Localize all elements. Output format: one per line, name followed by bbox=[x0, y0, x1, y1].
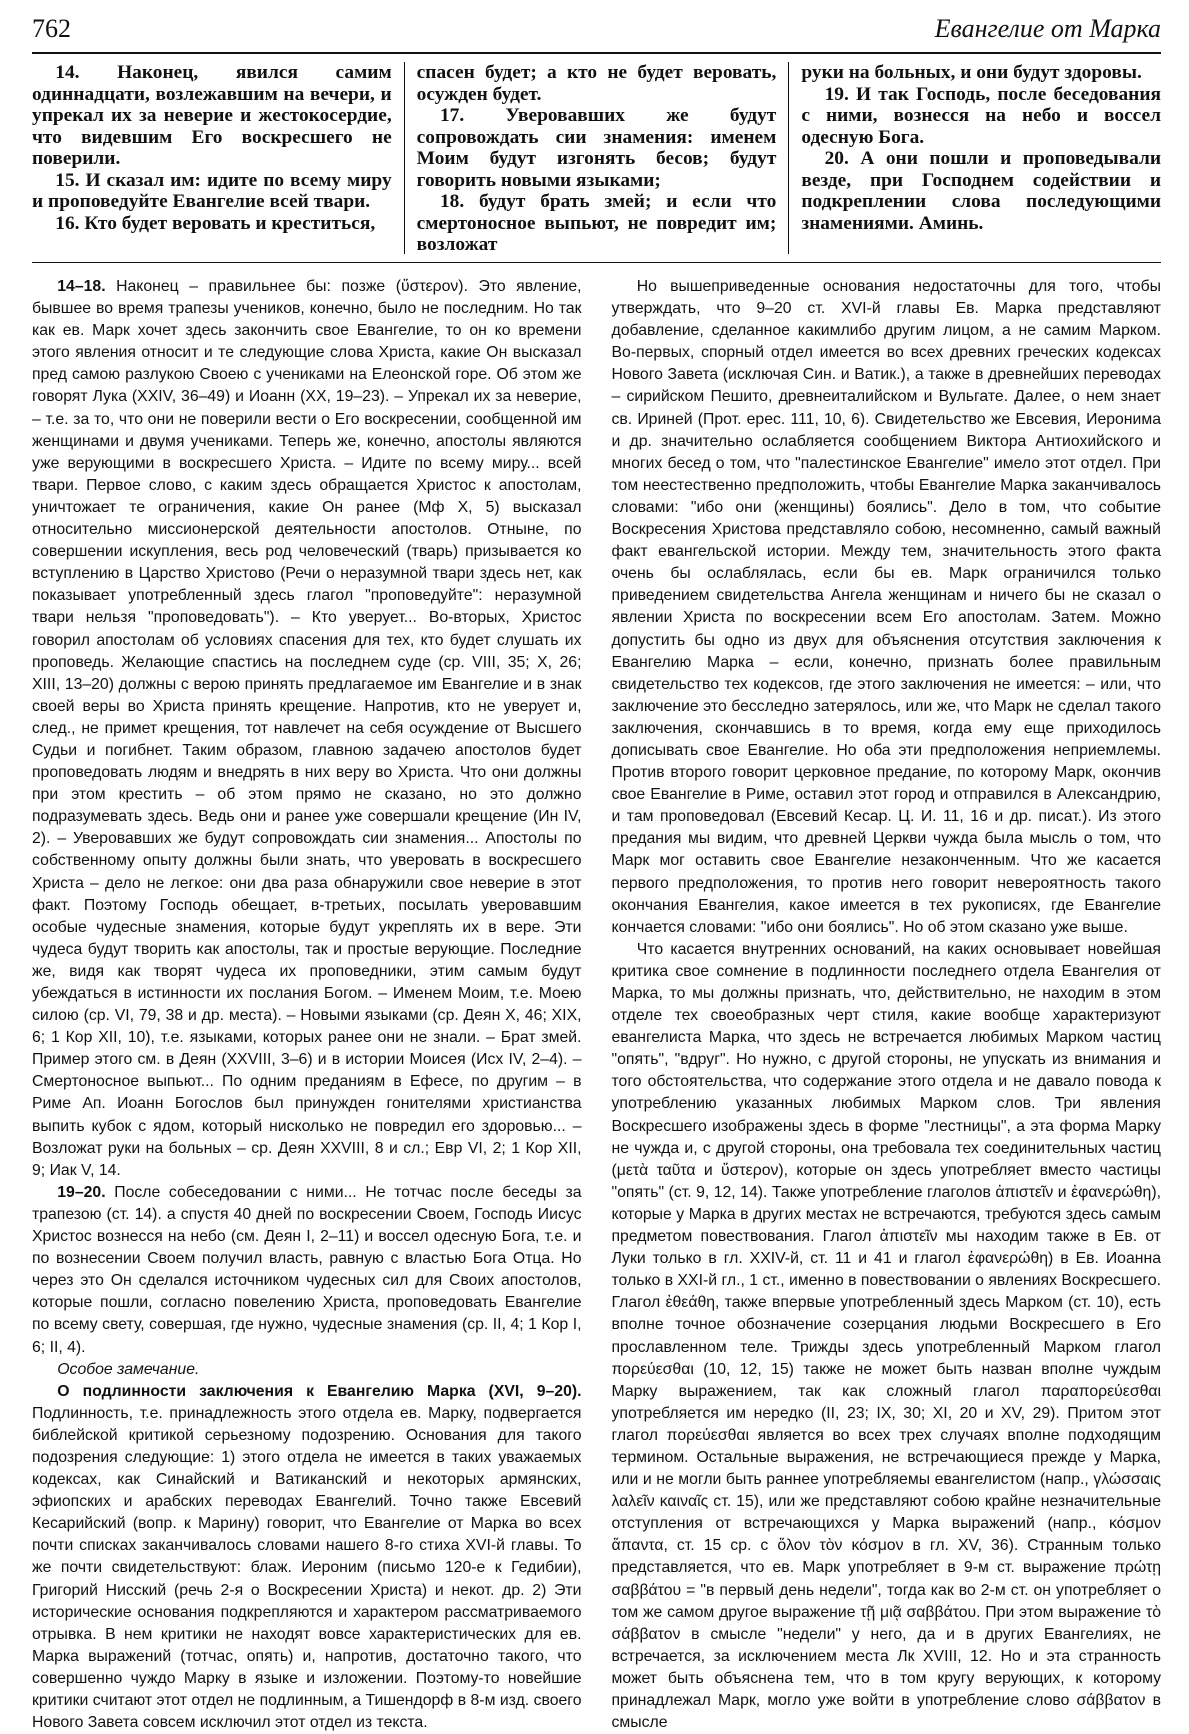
header-rule bbox=[32, 52, 1161, 54]
running-head: Евангелие от Марка bbox=[934, 14, 1161, 43]
verse-20: 20. А они пошли и проповедывали везде, при Господнем содействии и подкреплении слова последующими знамениями. Аминь. bbox=[801, 148, 1162, 234]
verse-15: 15. И сказал им: идите по всему миру и проповедуйте Евангелие всей твари. bbox=[32, 169, 392, 212]
commentary-paragraph bbox=[32, 1182, 582, 1359]
commentary-paragraph: Но вышеприведенные основания недостаточны для того, чтобы утверждать, что 9–20 ст. XVI-й главы Ев. Марка представляют добавление, сделанное какимлибо другим лицом, а не самим Марком. Во-первых, спорный отдел имеется во всех древних греческих кодексах Нового Завета (исключая Син. и Ватик.), а также в древнейших переводах – сирийском Пешито, древнеиталийском и Вульгате. Далее, о нем знает св. Ириней (Прот. ерес. 111, 10, 6). Свидетельство же Евсевия, Иеронима и др. значительно ослабляется сообщением Виктора Антиохийского и многих бесед о том, что "палестинское Евангелие" имело этот отдел. При том неестественно предположить, чтобы Евангелие Марка заканчивалось словами: "ибо они (женщины) боялись". Дело в том, что событие Воскресения Христова представляло собою, несомненно, самый важный факт евангельской истории. Между тем, значительность этого факта очень бы ослаблялась, если бы ев. Марк ограничился только приведением свидетельства Ангела женщинам и ничего бы не сказал о явлении Христа по воскресении всем Его апостолам. Затем. Можно допустить бы одно из двух для объяснения отсутствия заключения к Евангелию Марка – если, конечно, признать более правильным свидетельство тех кодексов, где этого заключения не имеется: – или, что заключение это бесследно затерялось, или же, что Марк не сделал такого заключения, скончавшись в то время, когда ему еще приходилось дописывать свое Евангелие. Но оба эти предположения неприемлемы. Против второго говорит церковное предание, по которому Марк, окончив свое Евангелие в Риме, оставил этот город и отправился в Александрию, и там проповедовал (Евсевий Кесар. Ц. И. 11, 16 и др. писат.). Из этого предания мы видим, что древней Церкви чужда была мысль о том, что Марк мог оставить свое Евангелие незаконченным. Что же касается первого предположения, то против него говорит невероятность такого окончания Евангелия, какое имеется в тех рукописях, где Евангелие кончается словами: "ибо они боялись". Но об этом сказано уже выше. bbox=[611, 278, 1161, 936]
commentary-text: Наконец – правильнее бы: позже (ὕστερον). Это явление, бывшее во время трапезы учеников, конечно, было не последним. Но так как ев. Марк хочет здесь закончить свое Евангелие, то он ко времени этого явления относит и те следующие слова Христа, какие Он высказал пред самою разлукою Своею с учениками на Елеонской горе. Об этом же говорят Лука (XXIV, 36–49) и Иоанн (XX, 19–23). – Упрекал их за неверие, – т.е. за то, что они не поверили вести о Его воскресении, сообщенной им женщинами и двумя учениками. Теперь же, конечно, апостолы являются уже верующими в воскресшего Христа. – Идите по всему миру... всей твари. Первое слово, с каким здесь обращается Христос к апостолам, уничтожает те ограничения, какие Он ранее (Мф X, 5) высказал относительно миссионерской деятельности апостолов. Отныне, по совершении искупления, весь род человеческий (тварь) призывается ко вступлению в Царство Христово (Речи о неразумной твари здесь нет, как показывает употребленный здесь глагол "проповедуйте": неразумной твари нельзя "проповедовать"). – Кто уверует... Во-вторых, Христос говорил апостолам об условиях спасения для тех, кто будет слушать их проповедь. Желающие спастись на последнем суде (ср. VIII, 35; X, 26; XIII, 13–20) должны с верою принять предлагаемое им Евангелие и в знак своей веры во Христа принять крещение. Напротив, кто не уверует и, след., не примет крещения, тот навлечет на себя осуждение от Высшего Судьи и погибнет. Таким образом, главною задачею апостолов будет проповедовать людям и внедрять в них веру во Христа. Что они должны при этом крестить – об этом прямо не сказано, но это должно подразумевать здесь. Ведь они и ранее уже совершали крещение (Ин IV, 2). – Уверовавших же будут сопровождать сии знамения... Апостолы по собственному опыту должны были знать, что уверовать в воскресшего Христа – дело не легкое: они два раза обнаружили свое неверие в этот факт. Поэтому Господь обещает, в-третьих, посылать уверовавшим особые чудесные знамения, которые будут укреплять их в вере. Эти чудеса будут творить как апостолы, так и простые верующие. Последние же, видя как творят чудеса их проповедники, этим самым будут убеждаться в истинности их послания Богом. – Именем Моим, т.е. Моею силою (ср. VI, 79, 38 и др. места). – Новыми языками (ср. Деян X, 46; XIX, 6; 1 Кор XII, 10), т.е. языками, которых ранее они не знали. – Брат змей. Пример этого см. в Деян (XXVIII, 3–6) и в истории Моисея (Исх IV, 2–4). – Смертоносное выпьют... По одним преданиям в Ефесе, по другим – в Риме Ап. Иоанн Богослов был принужден гонителями христианства выпить кубок с ядом, который нисколько не повредил его здоровью... – Возложат руки на больных – ср. Деян XXVIII, 8 и сл.; Евр VI, 2; 1 Кор XII, 9; Иак V, 14. bbox=[32, 278, 582, 1179]
section-number: 19–20. bbox=[57, 1183, 106, 1201]
verse-18-start: 18. будут брать змей; и если что смертоносное выпьют, не повредит им; возложат bbox=[416, 191, 777, 255]
special-note-heading: Особое замечание. bbox=[57, 1360, 200, 1378]
verse-18-end: руки на больных, и они будут здоровы. bbox=[801, 62, 1142, 83]
commentary-paragraph bbox=[32, 276, 582, 1182]
verse-column-2 bbox=[404, 62, 789, 254]
verse-19: 19. И так Господь, после беседования с ними, вознесся на небо и воссел одесную Бога. bbox=[801, 83, 1162, 148]
verses-rule bbox=[32, 262, 1161, 263]
commentary-paragraph: Что касается внутренних оснований, на каких основывает новейшая критика свое сомнение в подлинности последнего отдела Евангелия от Марка, то мы должны признать, что, действительно, не находим в этом отделе тех своеобразных черт стиля, какие вообще характеризуют евангелиста Марка, что здесь не встречается любимых Марком частиц "опять", "вдруг". Но нужно, с другой стороны, не упускать из внимания и того обстоятельства, что содержание этого отдела и не давало повода к употреблению указанных любимых Марком слов. Три явления Воскресшего изображены здесь в форме "лестницы", а эта форма Марку не чужда и, с другой стороны, она требовала тех соединительных частиц (μετὰ ταῦτα и ὕστερον), которые он здесь употребляет вместо частицы "опять" (ст. 9, 12, 14). Также употребление глаголов ἀπιστεῖν и ἐφανερώθη), которые у Марка в других местах не встречаются, требуются здесь самым предметом повествования. Глагол ἀπιστεῖν мы находим также в Ев. от Луки только в гл. XXIV-й, ст. 11 и 41 и глагол ἐφανερώθη) в Ев. Иоанна только в XXI-й гл., 1 ст., именно в повествовании о явлениях Воскресшего. Глагол ἐθεάθη, также впервые употребленный здесь Марком (ст. 10), есть вполне точное обозначение созерцания людьми Воскресшего в Его прославленном теле. Трижды здесь употребленный Марком глагол πορεύεσθαι (10, 12, 15) также не может быть назван вполне чуждым Марку выражением, так как сложный глагол παραπορεύεσθαι употребляется им нередко (II, 23; IX, 30; XI, 20 и XV, 29). Притом этот глагол πορεύεσθαι является во всех трех случаях вполне подходящим термином. Остальные выражения, не встречающиеся прежде у Марка, или и не могли быть раннее употребляемы евангелистом (напр., γλώσσαις λαλεῖν καιναῖς ст. 15), или же представляют собою крайне незначительные отступления от встречающихся у Марка выражений (напр., κόσμον ἅπαντα, ст. 15 ср. с ὅλον τὸν κόσμον в гл. XV, 36). Странным только представляется, что ев. Марк употребляет в 9-м ст. выражение πρώτῃ σαββάτου = "в первый день недели", тогда как во 2-м ст. он употребляет о том же самом другое выражение τῇ μιᾷ σαββάτου. При этом выражение τὸ σάββατον в смысле "недели" у него, да и в других Евангелиях, не встречается, за исключением места Лк XVIII, 12. Но и эта странность может быть объяснена тем, что в том кругу верующих, к которому принадлежал Марк, могло уже войти в употребление слово σάββατον в смысле bbox=[611, 940, 1161, 1732]
commentary-text: Подлинность, т.е. принадлежность этого отдела ев. Марку, подвергается библейской критикой серьезному подозрению. Основания для такого подозрения следующие: 1) этого отдела не имеется в таких уважаемых кодексах, как Синайский и Ватиканский и некоторых армянских, эфиопских и арабских переводах Евангелий. Точно также Евсевий Кесарийский (вопр. к Марину) говорит, что Евангелие от Марка во всех почти списках заканчивалось словами нашего 8-го стиха XVI-й главы. То же почти свидетельствуют: блаж. Иероним (письмо 120-е к Гедибии), Григорий Нисский (речь 2-я о Воскресении Христа) и некот. др. 2) Эти исторические основания подкрепляются и характером рассматриваемого отрывка. В нем критики не находят вовсе характеристических для ев. Марка выражений (тотчас, опять) и, напротив, достаточно такого, что совершенно чуждо Марку в языке и изложении. Поэтому-то новейшие критики считают этот отдел не подлинным, а Тишендорф в 8-м изд. своего Нового Завета совсем исключил этот отдел из текста. bbox=[32, 1404, 582, 1732]
verse-14: 14. Наконец, явился самим одиннадцати, возлежавшим на вечери, и упрекал их за неверие и жестокосердие, что видевшим Его воскресшего не поверили. bbox=[32, 62, 392, 169]
page-number: 762 bbox=[32, 14, 71, 43]
commentary-paragraph bbox=[32, 1381, 582, 1734]
commentary bbox=[32, 276, 1161, 1732]
commentary-right-column bbox=[611, 276, 1162, 1732]
verse-16-end: спасен будет; а кто не будет веровать, осужден будет. bbox=[416, 62, 777, 105]
section-number: 14–18. bbox=[57, 278, 106, 295]
commentary-left-column bbox=[32, 276, 582, 1732]
section-title: О подлинности заключения к Евангелию Марка (XVI, 9–20). bbox=[57, 1382, 582, 1400]
verse-column-1 bbox=[32, 62, 404, 254]
verse-column-3 bbox=[788, 62, 1161, 254]
commentary-text: После собеседовании с ними... Не тотчас после беседы за трапезою (ст. 14). а спустя 40 дней по воскресении Своем, Господь Иисус Христос вознесся на небо (см. Деян I, 2–11) и воссел одесную Бога, т.е. и по вознесении Своем получил власть, равную с властью Бога Отца. Но через это Он сделался источником чудесных сил для Своих апостолов, которые пошли, согласно повелению Христа, проповедовать Евангелие по всему свету, совершая, где нужно, чудесные знамения (ср. II, 4; 1 Кор I, 6; II, 4). bbox=[32, 1183, 582, 1356]
verse-17: 17. Уверовавших же будут сопровождать сии знамения: именем Моим будут изгонять бесов; будут говорить новыми языками; bbox=[416, 105, 777, 191]
scripture-verses bbox=[32, 62, 1161, 254]
verse-16-start: 16. Кто будет веровать и креститься, bbox=[55, 212, 376, 234]
